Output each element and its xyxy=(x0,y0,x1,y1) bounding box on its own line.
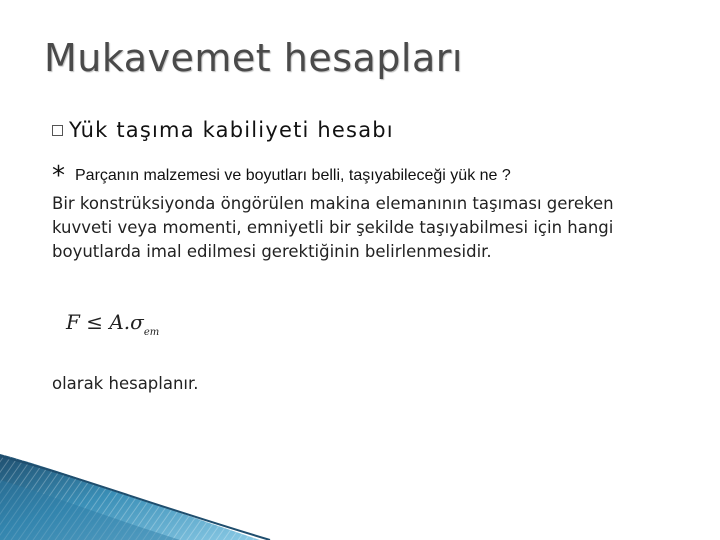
sub-bullet-text: Parçanın malzemesi ve boyutları belli, taşıyabileceği yük ne ? xyxy=(75,167,511,184)
slide-title: Mukavemet hesapları xyxy=(44,36,463,80)
sub-bullet xyxy=(52,157,511,191)
definition-paragraph: Bir konstrüksiyonda öngörülen makina elemanının taşıması gereken kuvveti veya momenti, emniyetli bir şekilde taşıyabilmesi için hangi boyutlarda imal edilmesi gerektiğinin belirlenmesidir. xyxy=(52,194,614,261)
closing-text: olarak hesaplanır. xyxy=(52,374,199,393)
formula xyxy=(66,310,159,338)
main-bullet xyxy=(52,118,394,142)
checkbox-icon xyxy=(52,125,63,136)
formula-main: F ≤ A.σ xyxy=(66,310,144,334)
corner-wave-decoration xyxy=(0,440,300,540)
main-bullet-text: Yük taşıma kabiliyeti hesabı xyxy=(69,118,394,142)
formula-subscript: em xyxy=(143,327,160,338)
asterisk-marker: * xyxy=(52,161,65,191)
